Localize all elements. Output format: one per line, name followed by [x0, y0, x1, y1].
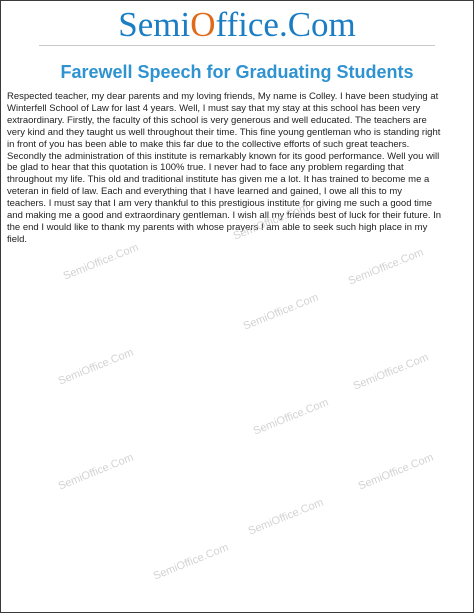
header-divider [39, 45, 435, 46]
watermark: SemiOffice.Com [231, 201, 311, 243]
watermark: SemiOffice.Com [151, 541, 231, 583]
site-logo [1, 5, 473, 45]
logo-text-ffice-com: ffice.Com [215, 5, 356, 44]
watermark: SemiOffice.Com [246, 496, 326, 538]
logo-text-semi: Semi [118, 5, 191, 44]
watermark: SemiOffice.Com [251, 396, 331, 438]
watermark: SemiOffice.Com [346, 246, 426, 288]
watermark: SemiOffice.Com [56, 346, 136, 388]
watermark: SemiOffice.Com [351, 351, 431, 393]
watermark: SemiOffice.Com [356, 451, 436, 493]
watermark: SemiOffice.Com [56, 451, 136, 493]
watermark: SemiOffice.Com [61, 241, 141, 283]
logo-text-o: O [190, 5, 216, 44]
page-title: Farewell Speech for Graduating Students [60, 62, 414, 82]
speech-body: Respected teacher, my dear parents and my loving friends, My name is Colley. I have been studying at Winterfell School of Law for last 4 years. Well, I must say that my stay at this school has been very extraordinary. Firstly, the faculty of this school is very generous and well educated. The teachers are very kind and they taught us well throughout their time. This fine young gentleman who is standing right in front of you has been able to make this far due to the collective efforts of such great teachers. Secondly the administration of this institute is remarkably known for its good performance. Well you will be glad to hear that this quotation is 100% true. I never had to face any problem regarding that throughout my life. This old and traditional institute has given me a lot. It has trained to become me a veteran in field of law. Each and everything that I have learned and gained, I owe all this to my teachers. I must say that I am very thankful to this prestigious institute for giving me such a good time and making me a good and extraordinary gentleman. I wish all my friends best of luck for their future. In the end I would like to thank my parents with whose prayers I am able to seek such high place in my field. [7, 91, 442, 245]
watermark: SemiOffice.Com [241, 291, 321, 333]
